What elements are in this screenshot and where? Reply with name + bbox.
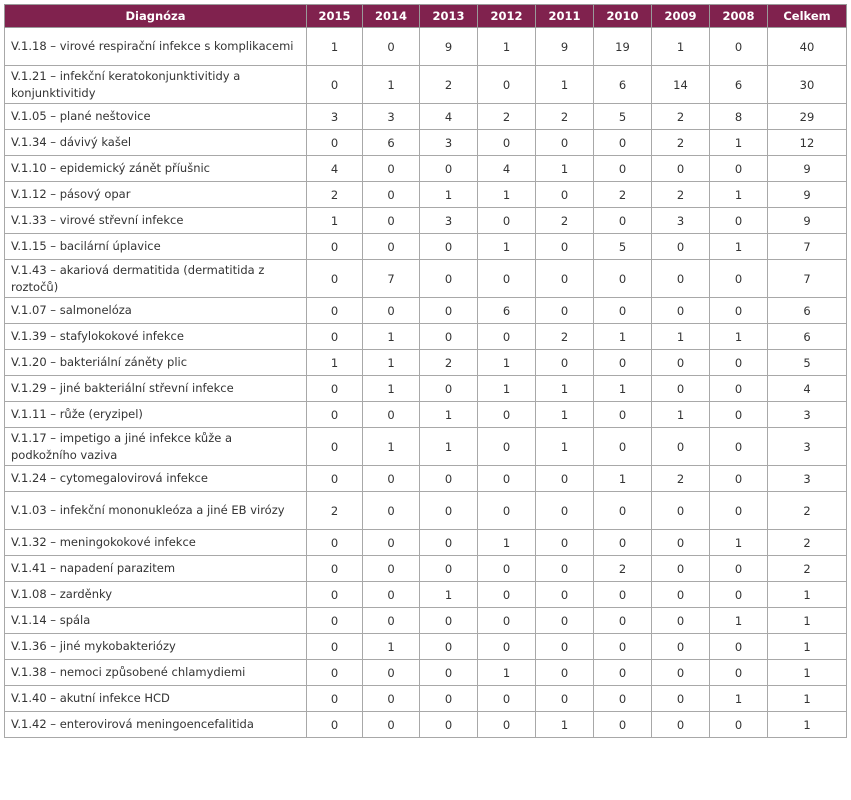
- diagnosis-cell: V.1.42 – enterovirová meningoencefalitida: [5, 712, 307, 738]
- count-cell: 0: [307, 234, 363, 260]
- total-cell: 1: [768, 634, 847, 660]
- count-cell: 0: [478, 130, 536, 156]
- count-cell: 0: [594, 350, 652, 376]
- count-cell: 3: [363, 104, 420, 130]
- diagnosis-cell: V.1.11 – růže (eryzipel): [5, 402, 307, 428]
- count-cell: 0: [536, 660, 594, 686]
- table-row: [5, 582, 847, 608]
- count-cell: 0: [536, 234, 594, 260]
- total-cell: 6: [768, 324, 847, 350]
- count-cell: 0: [594, 130, 652, 156]
- count-cell: 0: [536, 634, 594, 660]
- count-cell: 3: [420, 130, 478, 156]
- count-cell: 1: [536, 376, 594, 402]
- count-cell: 0: [420, 298, 478, 324]
- count-cell: 3: [420, 208, 478, 234]
- count-cell: 0: [478, 324, 536, 350]
- count-cell: 0: [420, 686, 478, 712]
- table-row: [5, 350, 847, 376]
- count-cell: 0: [363, 234, 420, 260]
- count-cell: 0: [420, 260, 478, 298]
- count-cell: 8: [710, 104, 768, 130]
- header-2008: 2008: [710, 5, 768, 28]
- count-cell: 0: [594, 660, 652, 686]
- count-cell: 7: [363, 260, 420, 298]
- total-cell: 3: [768, 428, 847, 466]
- count-cell: 0: [652, 428, 710, 466]
- table-row: [5, 130, 847, 156]
- count-cell: 1: [363, 350, 420, 376]
- count-cell: 0: [652, 376, 710, 402]
- count-cell: 0: [594, 402, 652, 428]
- count-cell: 0: [710, 712, 768, 738]
- table-row: [5, 402, 847, 428]
- count-cell: 0: [478, 634, 536, 660]
- count-cell: 0: [594, 608, 652, 634]
- table-row: [5, 66, 847, 104]
- count-cell: 4: [420, 104, 478, 130]
- count-cell: 0: [478, 260, 536, 298]
- count-cell: 1: [420, 428, 478, 466]
- count-cell: 4: [307, 156, 363, 182]
- count-cell: 2: [536, 324, 594, 350]
- table-row: [5, 686, 847, 712]
- diagnosis-cell: V.1.10 – epidemický zánět příušnic: [5, 156, 307, 182]
- total-cell: 1: [768, 582, 847, 608]
- total-cell: 40: [768, 28, 847, 66]
- diagnosis-cell: V.1.17 – impetigo a jiné infekce kůže a podkožního vaziva: [5, 428, 307, 466]
- diagnosis-cell: V.1.33 – virové střevní infekce: [5, 208, 307, 234]
- count-cell: 0: [536, 182, 594, 208]
- count-cell: 0: [594, 712, 652, 738]
- diagnosis-cell: V.1.39 – stafylokokové infekce: [5, 324, 307, 350]
- count-cell: 0: [363, 556, 420, 582]
- count-cell: 0: [478, 402, 536, 428]
- table-row: [5, 156, 847, 182]
- count-cell: 0: [307, 608, 363, 634]
- count-cell: 0: [536, 686, 594, 712]
- table-row: [5, 428, 847, 466]
- count-cell: 0: [478, 66, 536, 104]
- count-cell: 2: [478, 104, 536, 130]
- count-cell: 0: [652, 298, 710, 324]
- diagnosis-cell: V.1.32 – meningokokové infekce: [5, 530, 307, 556]
- count-cell: 0: [420, 660, 478, 686]
- count-cell: 0: [420, 608, 478, 634]
- count-cell: 0: [420, 556, 478, 582]
- count-cell: 0: [710, 428, 768, 466]
- count-cell: 0: [652, 156, 710, 182]
- count-cell: 0: [420, 634, 478, 660]
- count-cell: 0: [478, 712, 536, 738]
- total-cell: 7: [768, 260, 847, 298]
- header-diagnosis: Diagnóza: [5, 5, 307, 28]
- count-cell: 2: [307, 182, 363, 208]
- diagnosis-cell: V.1.40 – akutní infekce HCD: [5, 686, 307, 712]
- count-cell: 1: [307, 350, 363, 376]
- count-cell: 1: [478, 350, 536, 376]
- count-cell: 1: [536, 402, 594, 428]
- count-cell: 0: [307, 634, 363, 660]
- count-cell: 0: [478, 556, 536, 582]
- count-cell: 0: [363, 298, 420, 324]
- count-cell: 3: [652, 208, 710, 234]
- count-cell: 0: [536, 298, 594, 324]
- count-cell: 2: [536, 104, 594, 130]
- count-cell: 0: [478, 208, 536, 234]
- count-cell: 0: [536, 556, 594, 582]
- count-cell: 0: [420, 156, 478, 182]
- diagnosis-cell: V.1.18 – virové respirační infekce s komplikacemi: [5, 28, 307, 66]
- count-cell: 1: [363, 324, 420, 350]
- count-cell: 1: [420, 402, 478, 428]
- count-cell: 1: [710, 530, 768, 556]
- header-2015: 2015: [307, 5, 363, 28]
- count-cell: 0: [420, 466, 478, 492]
- total-cell: 5: [768, 350, 847, 376]
- table-row: [5, 208, 847, 234]
- table-row: [5, 260, 847, 298]
- count-cell: 0: [363, 492, 420, 530]
- total-cell: 1: [768, 608, 847, 634]
- diagnosis-cell: V.1.38 – nemoci způsobené chlamydiemi: [5, 660, 307, 686]
- total-cell: 2: [768, 492, 847, 530]
- count-cell: 6: [710, 66, 768, 104]
- count-cell: 0: [652, 260, 710, 298]
- count-cell: 0: [710, 156, 768, 182]
- count-cell: 2: [594, 556, 652, 582]
- diagnosis-cell: V.1.24 – cytomegalovirová infekce: [5, 466, 307, 492]
- count-cell: 0: [363, 660, 420, 686]
- total-cell: 4: [768, 376, 847, 402]
- count-cell: 0: [420, 530, 478, 556]
- count-cell: 0: [363, 182, 420, 208]
- count-cell: 0: [652, 686, 710, 712]
- diagnosis-cell: V.1.20 – bakteriální záněty plic: [5, 350, 307, 376]
- total-cell: 2: [768, 530, 847, 556]
- table-row: [5, 234, 847, 260]
- count-cell: 1: [363, 428, 420, 466]
- count-cell: 0: [307, 260, 363, 298]
- table-row: [5, 104, 847, 130]
- total-cell: 7: [768, 234, 847, 260]
- count-cell: 0: [420, 712, 478, 738]
- count-cell: 0: [307, 402, 363, 428]
- count-cell: 1: [307, 28, 363, 66]
- total-cell: 9: [768, 208, 847, 234]
- count-cell: 5: [594, 234, 652, 260]
- count-cell: 1: [594, 324, 652, 350]
- count-cell: 0: [536, 582, 594, 608]
- count-cell: 1: [420, 182, 478, 208]
- count-cell: 1: [536, 712, 594, 738]
- count-cell: 0: [363, 530, 420, 556]
- count-cell: 2: [594, 182, 652, 208]
- count-cell: 0: [594, 492, 652, 530]
- count-cell: 0: [652, 234, 710, 260]
- count-cell: 0: [307, 298, 363, 324]
- diagnosis-cell: V.1.14 – spála: [5, 608, 307, 634]
- diagnosis-cell: V.1.29 – jiné bakteriální střevní infekce: [5, 376, 307, 402]
- total-cell: 29: [768, 104, 847, 130]
- total-cell: 9: [768, 182, 847, 208]
- count-cell: 1: [536, 428, 594, 466]
- count-cell: 0: [594, 582, 652, 608]
- count-cell: 0: [652, 634, 710, 660]
- header-row: [5, 5, 847, 28]
- count-cell: 0: [307, 428, 363, 466]
- total-cell: 30: [768, 66, 847, 104]
- diagnosis-cell: V.1.21 – infekční keratokonjunktivitidy a konjunktivitidy: [5, 66, 307, 104]
- count-cell: 1: [478, 530, 536, 556]
- total-cell: 3: [768, 402, 847, 428]
- count-cell: 0: [652, 350, 710, 376]
- diagnosis-table-container: [4, 4, 846, 738]
- count-cell: 0: [652, 556, 710, 582]
- count-cell: 2: [652, 130, 710, 156]
- count-cell: 1: [652, 402, 710, 428]
- diagnosis-cell: V.1.05 – plané neštovice: [5, 104, 307, 130]
- count-cell: 0: [710, 466, 768, 492]
- count-cell: 0: [478, 582, 536, 608]
- table-row: [5, 492, 847, 530]
- count-cell: 0: [652, 530, 710, 556]
- count-cell: 0: [478, 608, 536, 634]
- count-cell: 2: [652, 466, 710, 492]
- count-cell: 1: [478, 234, 536, 260]
- diagnosis-cell: V.1.41 – napadení parazitem: [5, 556, 307, 582]
- diagnosis-cell: V.1.12 – pásový opar: [5, 182, 307, 208]
- count-cell: 0: [652, 492, 710, 530]
- count-cell: 9: [536, 28, 594, 66]
- count-cell: 0: [594, 634, 652, 660]
- count-cell: 0: [710, 660, 768, 686]
- count-cell: 0: [594, 530, 652, 556]
- count-cell: 2: [652, 182, 710, 208]
- count-cell: 0: [363, 208, 420, 234]
- count-cell: 0: [536, 466, 594, 492]
- count-cell: 0: [710, 556, 768, 582]
- total-cell: 12: [768, 130, 847, 156]
- count-cell: 0: [478, 466, 536, 492]
- count-cell: 0: [652, 582, 710, 608]
- table-row: [5, 660, 847, 686]
- diagnosis-cell: V.1.34 – dávivý kašel: [5, 130, 307, 156]
- count-cell: 1: [363, 634, 420, 660]
- table-row: [5, 298, 847, 324]
- count-cell: 0: [710, 28, 768, 66]
- count-cell: 1: [710, 608, 768, 634]
- count-cell: 0: [420, 234, 478, 260]
- count-cell: 0: [363, 712, 420, 738]
- count-cell: 5: [594, 104, 652, 130]
- count-cell: 0: [307, 376, 363, 402]
- count-cell: 0: [536, 492, 594, 530]
- count-cell: 0: [363, 28, 420, 66]
- count-cell: 0: [307, 712, 363, 738]
- total-cell: 1: [768, 660, 847, 686]
- diagnosis-cell: V.1.15 – bacilární úplavice: [5, 234, 307, 260]
- count-cell: 0: [478, 686, 536, 712]
- count-cell: 0: [710, 298, 768, 324]
- count-cell: 0: [710, 350, 768, 376]
- diagnosis-table: [4, 4, 847, 738]
- total-cell: 1: [768, 712, 847, 738]
- count-cell: 1: [652, 324, 710, 350]
- count-cell: 0: [478, 492, 536, 530]
- count-cell: 0: [363, 156, 420, 182]
- count-cell: 1: [307, 208, 363, 234]
- count-cell: 0: [594, 686, 652, 712]
- total-cell: 1: [768, 686, 847, 712]
- count-cell: 2: [307, 492, 363, 530]
- count-cell: 0: [478, 428, 536, 466]
- count-cell: 0: [710, 376, 768, 402]
- count-cell: 6: [363, 130, 420, 156]
- count-cell: 1: [478, 28, 536, 66]
- count-cell: 0: [536, 260, 594, 298]
- diagnosis-cell: V.1.08 – zarděnky: [5, 582, 307, 608]
- count-cell: 0: [420, 376, 478, 402]
- count-cell: 1: [652, 28, 710, 66]
- count-cell: 19: [594, 28, 652, 66]
- count-cell: 0: [307, 556, 363, 582]
- count-cell: 0: [307, 660, 363, 686]
- count-cell: 1: [363, 66, 420, 104]
- count-cell: 0: [710, 634, 768, 660]
- count-cell: 6: [594, 66, 652, 104]
- table-row: [5, 530, 847, 556]
- count-cell: 4: [478, 156, 536, 182]
- count-cell: 2: [420, 350, 478, 376]
- count-cell: 0: [536, 530, 594, 556]
- total-cell: 3: [768, 466, 847, 492]
- count-cell: 1: [420, 582, 478, 608]
- header-2014: 2014: [363, 5, 420, 28]
- count-cell: 1: [710, 182, 768, 208]
- table-row: [5, 376, 847, 402]
- table-row: [5, 324, 847, 350]
- count-cell: 0: [652, 608, 710, 634]
- count-cell: 0: [594, 208, 652, 234]
- count-cell: 1: [363, 376, 420, 402]
- header-total: Celkem: [768, 5, 847, 28]
- count-cell: 0: [307, 66, 363, 104]
- count-cell: 0: [594, 156, 652, 182]
- count-cell: 0: [307, 466, 363, 492]
- count-cell: 0: [536, 608, 594, 634]
- count-cell: 1: [710, 234, 768, 260]
- count-cell: 0: [652, 712, 710, 738]
- count-cell: 0: [594, 298, 652, 324]
- count-cell: 2: [652, 104, 710, 130]
- table-row: [5, 466, 847, 492]
- count-cell: 1: [710, 686, 768, 712]
- count-cell: 0: [363, 402, 420, 428]
- table-body: [5, 28, 847, 738]
- count-cell: 0: [307, 582, 363, 608]
- count-cell: 0: [652, 660, 710, 686]
- count-cell: 1: [536, 156, 594, 182]
- table-row: [5, 556, 847, 582]
- count-cell: 0: [420, 492, 478, 530]
- count-cell: 1: [710, 130, 768, 156]
- table-row: [5, 182, 847, 208]
- count-cell: 1: [710, 324, 768, 350]
- count-cell: 0: [307, 530, 363, 556]
- count-cell: 2: [420, 66, 478, 104]
- count-cell: 1: [594, 376, 652, 402]
- count-cell: 6: [478, 298, 536, 324]
- count-cell: 0: [363, 608, 420, 634]
- count-cell: 0: [363, 686, 420, 712]
- count-cell: 0: [594, 260, 652, 298]
- count-cell: 0: [307, 686, 363, 712]
- count-cell: 0: [307, 324, 363, 350]
- count-cell: 0: [710, 260, 768, 298]
- total-cell: 9: [768, 156, 847, 182]
- count-cell: 0: [420, 324, 478, 350]
- header-2010: 2010: [594, 5, 652, 28]
- count-cell: 0: [710, 208, 768, 234]
- count-cell: 0: [536, 130, 594, 156]
- count-cell: 0: [363, 582, 420, 608]
- count-cell: 0: [307, 130, 363, 156]
- diagnosis-cell: V.1.07 – salmonelóza: [5, 298, 307, 324]
- diagnosis-cell: V.1.36 – jiné mykobakteriózy: [5, 634, 307, 660]
- count-cell: 3: [307, 104, 363, 130]
- count-cell: 0: [594, 428, 652, 466]
- header-2012: 2012: [478, 5, 536, 28]
- count-cell: 0: [710, 492, 768, 530]
- count-cell: 1: [536, 66, 594, 104]
- header-2011: 2011: [536, 5, 594, 28]
- count-cell: 14: [652, 66, 710, 104]
- table-row: [5, 608, 847, 634]
- header-2009: 2009: [652, 5, 710, 28]
- total-cell: 2: [768, 556, 847, 582]
- table-row: [5, 28, 847, 66]
- table-row: [5, 712, 847, 738]
- count-cell: 1: [478, 660, 536, 686]
- count-cell: 0: [710, 582, 768, 608]
- count-cell: 1: [478, 376, 536, 402]
- count-cell: 0: [363, 466, 420, 492]
- total-cell: 6: [768, 298, 847, 324]
- count-cell: 0: [710, 402, 768, 428]
- diagnosis-cell: V.1.03 – infekční mononukleóza a jiné EB virózy: [5, 492, 307, 530]
- count-cell: 0: [536, 350, 594, 376]
- diagnosis-cell: V.1.43 – akariová dermatitida (dermatitida z roztočů): [5, 260, 307, 298]
- table-row: [5, 634, 847, 660]
- count-cell: 9: [420, 28, 478, 66]
- count-cell: 1: [594, 466, 652, 492]
- count-cell: 1: [478, 182, 536, 208]
- count-cell: 2: [536, 208, 594, 234]
- header-2013: 2013: [420, 5, 478, 28]
